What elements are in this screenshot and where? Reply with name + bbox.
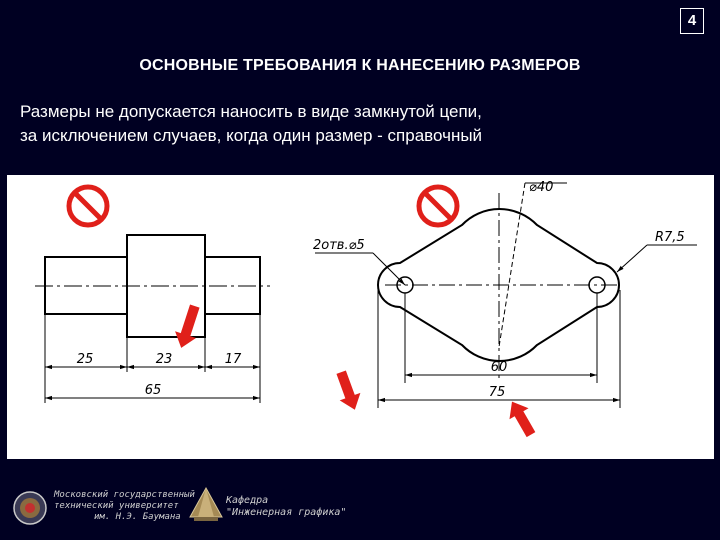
department-line-1: Кафедра [226, 495, 269, 506]
bmstu-emblem-icon [12, 490, 48, 526]
university-line-1: Московский государственный [54, 490, 195, 500]
dim-75: 75 [488, 385, 506, 400]
body-line-2: за исключением случаев, когда один размер - справочный [20, 126, 483, 145]
department-name [226, 495, 346, 519]
dim-17: 17 [224, 352, 242, 367]
dim-60: 60 [490, 360, 508, 375]
slide-body [20, 100, 710, 148]
dim-23: 23 [155, 352, 173, 367]
technical-drawing [7, 175, 714, 459]
red-arrow-icon [171, 303, 206, 352]
department-line-2: "Инженерная графика" [226, 507, 347, 518]
page-number: 4 [680, 8, 704, 34]
dim-radius: R7,5 [655, 230, 685, 245]
dim-diameter-40: ⌀40 [529, 180, 554, 195]
drawing-panel [7, 175, 714, 459]
red-arrow-icon [331, 368, 365, 413]
pyramid-emblem-icon [188, 485, 224, 525]
prohibition-sign-icon [419, 187, 457, 225]
slide-title: ОСНОВНЫЕ ТРЕБОВАНИЯ К НАНЕСЕНИЮ РАЗМЕРОВ [139, 57, 581, 74]
body-line-1: Размеры не допускается наносить в виде замкнутой цепи, [20, 102, 482, 121]
university-name [54, 490, 195, 523]
red-arrow-icon [502, 396, 540, 440]
university-line-2: технический университет [54, 501, 179, 511]
dim-25: 25 [76, 352, 94, 367]
dim-65: 65 [144, 383, 162, 398]
dim-holes: 2отв.⌀5 [313, 238, 365, 253]
prohibition-sign-icon [69, 187, 107, 225]
university-line-3: им. Н.Э. Баумана [94, 512, 181, 522]
